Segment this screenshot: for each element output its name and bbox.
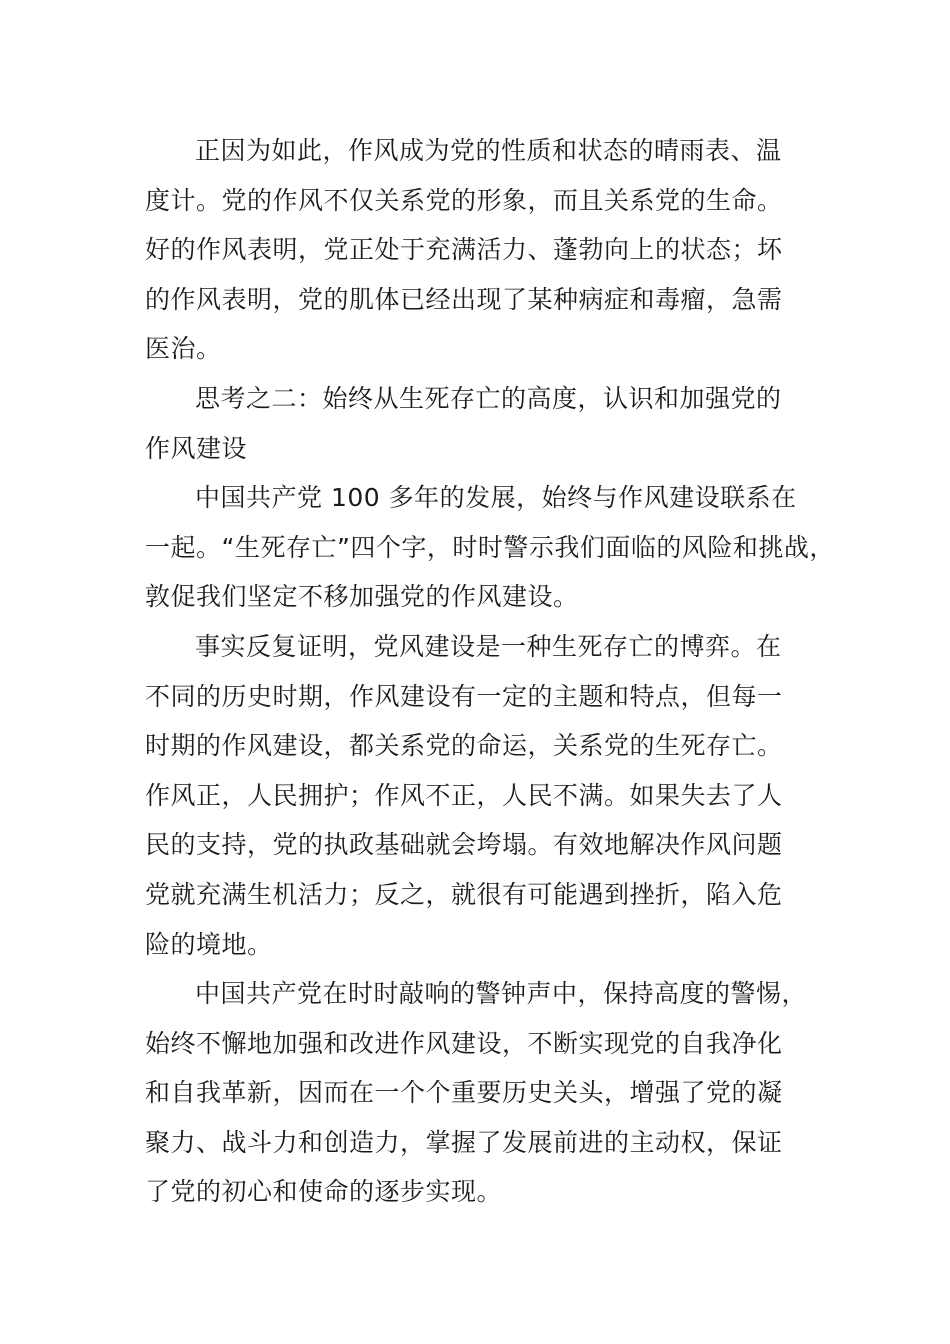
text-line: 中国共产党 100 多年的发展，始终与作风建设联系在 [195, 483, 797, 513]
text-line: 不同的历史时期，作风建设有一定的主题和特点，但每一 [145, 681, 783, 711]
text-line: 中国共产党在时时敲响的警钟声中，保持高度的警惕， [195, 979, 808, 1009]
text-line: 时期的作风建设，都关系党的命运，关系党的生死存亡。 [145, 731, 783, 761]
text-line: 了党的初心和使命的逐步实现。 [145, 1177, 503, 1207]
text-line: 的作风表明，党的肌体已经出现了某种病症和毒瘤，急需 [145, 284, 783, 314]
document-body [145, 126, 835, 1217]
paragraph-3 [145, 473, 835, 622]
paragraph-1 [145, 126, 835, 374]
text-line: 聚力、战斗力和创造力，掌握了发展前进的主动权，保证 [145, 1127, 783, 1157]
text-line: 好的作风表明，党正处于充满活力、蓬勃向上的状态；坏 [145, 235, 783, 265]
text-line: 和自我革新，因而在一个个重要历史关头，增强了党的凝 [145, 1078, 783, 1108]
section-heading-2 [145, 374, 835, 473]
text-line: 医治。 [145, 334, 222, 364]
text-line: 事实反复证明，党风建设是一种生死存亡的博弈。在 [195, 631, 782, 661]
paragraph-4 [145, 622, 835, 969]
text-line: 思考之二：始终从生死存亡的高度，认识和加强党的 [195, 383, 782, 413]
text-line: 正因为如此，作风成为党的性质和状态的晴雨表、温 [195, 136, 782, 165]
text-line: 作风正，人民拥护；作风不正，人民不满。如果失去了人 [145, 780, 783, 810]
text-line: 作风建设 [145, 433, 248, 463]
text-line: 民的支持，党的执政基础就会垮塌。有效地解决作风问题 [145, 830, 783, 860]
text-line: 敦促我们坚定不移加强党的作风建设。 [145, 582, 579, 612]
text-line: 党就充满生机活力；反之，就很有可能遇到挫折，陷入危 [145, 879, 783, 909]
text-line: 始终不懈地加强和改进作风建设，不断实现党的自我净化 [145, 1028, 783, 1058]
text-line: 险的境地。 [145, 929, 273, 959]
text-line: 一起。“生死存亡”四个字，时时警示我们面临的风险和挑战， [145, 532, 835, 562]
paragraph-5 [145, 969, 835, 1217]
text-line: 度计。党的作风不仅关系党的形象，而且关系党的生命。 [145, 185, 783, 215]
